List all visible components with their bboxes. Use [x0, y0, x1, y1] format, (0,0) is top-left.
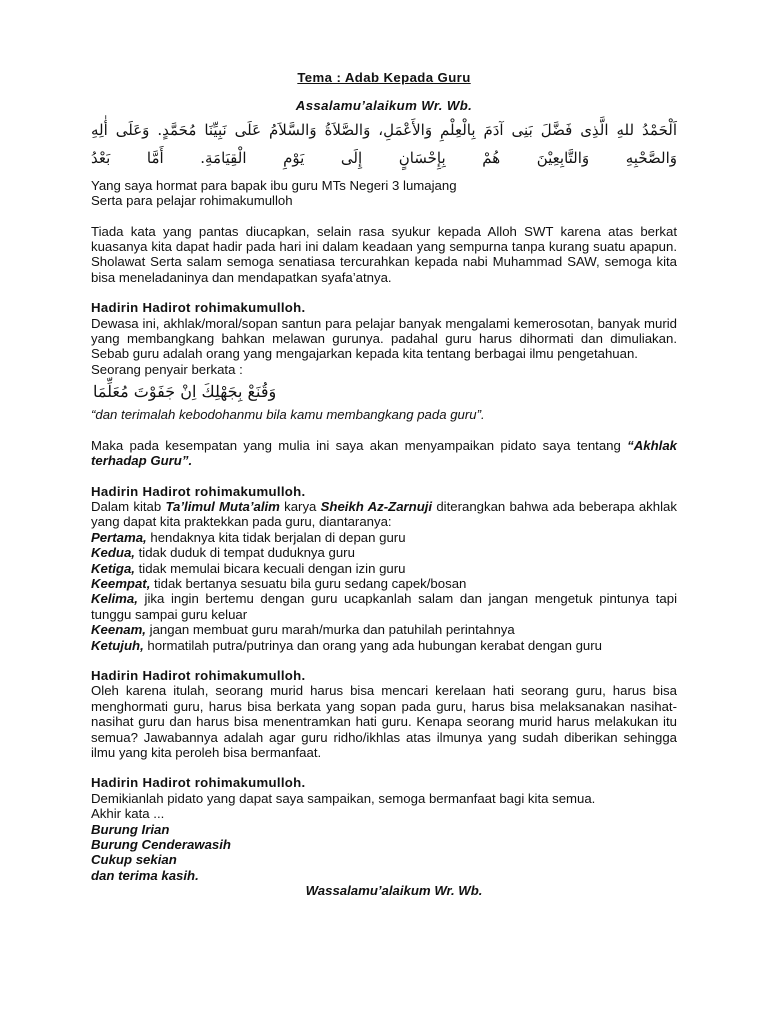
intro-text-a: Dalam kitab: [91, 498, 166, 514]
pantun-line: Burung Cenderawasih: [91, 837, 231, 853]
book-author: Sheikh Az-Zarnuji: [320, 498, 433, 514]
section-3-heading: Hadirin Hadirot rohimakumulloh.: [91, 667, 306, 683]
pantun-line: dan terima kasih.: [91, 867, 199, 883]
list-item: [91, 638, 677, 653]
akhir-kata: Akhir kata ...: [91, 806, 165, 822]
list-item-label: Pertama,: [91, 529, 147, 545]
document-title: Tema : Adab Kepada Guru: [297, 70, 471, 85]
section-1-heading: Hadirin Hadirot rohimakumulloh.: [91, 300, 306, 316]
poem-translation: “dan terimalah kebodohanmu bila kamu membangkang pada guru”.: [91, 407, 485, 423]
pantun: [91, 822, 677, 884]
intro-paragraph: Tiada kata yang pantas diucapkan, selain rasa syukur kepada Alloh SWT karena atas berkat kuasanya kita dapat hadir pada hari ini dalam keadaan yang sempurna tanpa kurang suatu apapun. Sholawat Serta salam semoga senatiasa tercurahkan kepada nabi Muhammad SAW, semoga kita bisa meneladaninya dan mendapatkan syafa’atnya.: [91, 223, 677, 285]
list-item-label: Keenam,: [91, 622, 146, 638]
list-item-label: Kelima,: [91, 591, 138, 607]
list-item-text: jangan membuat guru marah/murka dan patuhilah perintahnya: [145, 622, 515, 638]
section-2-intro: [91, 499, 677, 530]
list-item-label: Keempat,: [91, 575, 151, 591]
topic-title: “Akhlak terhadap Guru”.: [91, 437, 677, 469]
pantun-line: Burung Irian: [91, 821, 170, 837]
list-item: [91, 576, 677, 591]
address-line-1: Yang saya hormat para bapak ibu guru MTs Negeri 3 lumajang: [91, 177, 457, 193]
pantun-line: Cukup sekian: [91, 852, 177, 868]
list-item-text: hormatilah putra/putrinya dan orang yang ada hubungan kerabat dengan guru: [143, 637, 602, 653]
list-item: [91, 561, 677, 576]
list-item-label: Ketiga,: [91, 560, 135, 576]
closing-greeting: Wassalamu’alaikum Wr. Wb.: [305, 883, 483, 899]
list-item: [91, 530, 677, 545]
arabic-opening-line-1: اَلْحَمْدُ للهِ الَّذِى فَضَّلَ بَنِى آدَمَ بِالْعِلْمِ وَالأَعْمَلِ، وَالصَّلاَةُ وَالسَّلاَمُ عَلَى نَبِيِّنَا مُحَمَّدٍ. وَعَلَى أٰلِهِ: [91, 120, 677, 139]
topic-intro-text: Maka pada kesempatan yang mulia ini saya akan menyampaikan pidato saya tentang: [91, 437, 628, 453]
topic-paragraph: [91, 438, 677, 469]
opening-greeting: Assalamu’alaikum Wr. Wb.: [295, 98, 473, 114]
list-item-text: jika ingin bertemu dengan guru ucapkanlah salam dan jangan mengetuk pintunya tapi tunggu sampai guru keluar: [91, 591, 677, 622]
list-item: [91, 591, 677, 622]
list-item-label: Ketujuh,: [91, 637, 144, 653]
list-item-text: hendaknya kita tidak berjalan di depan guru: [146, 529, 406, 545]
closing-line: Demikianlah pidato yang dapat saya sampaikan, semoga bermanfaat bagi kita semua.: [91, 790, 596, 806]
arabic-poem-verse: وَقُنَعْ بِجَهْلِكَ اِنْ جَفَوْتَ مُعَلِّمَا: [93, 382, 277, 402]
speech-document: [91, 70, 677, 899]
intro-text-c: diterangkan bahwa ada beberapa akhlak yang dapat kita praktekkan pada guru, diantaranya:: [91, 498, 677, 530]
arabic-opening-prayer: [91, 116, 677, 172]
list-item-text: tidak memulai bicara kecuali dengan izin guru: [134, 560, 406, 576]
list-item: [91, 545, 677, 560]
poet-intro: Seorang penyair berkata :: [91, 361, 243, 377]
list-item-label: Kedua,: [91, 545, 135, 561]
address-line-2: Serta para pelajar rohimakumulloh: [91, 193, 293, 209]
list-item-text: tidak duduk di tempat duduknya guru: [134, 545, 355, 561]
arabic-opening-line-2: وَالصَّحْبِهِ وَالتَّابِعِيْنَ هُمْ بِإِحْسَانٍ إِلَى يَوْمِ الْقِيَامَةِ. أَمَّا بَعْدُ: [91, 148, 677, 167]
intro-text-b: karya: [279, 498, 321, 514]
section-2-heading: Hadirin Hadirot rohimakumulloh.: [91, 483, 306, 499]
list-item: [91, 622, 677, 637]
section-3-body: Oleh karena itulah, seorang murid harus bisa mencari kerelaan hati seorang guru, harus bisa menghormati guru, harus bisa berkata yang sopan pada guru, harus bisa melaksanakan nasihat-nasihat guru dan harus bisa menentramkan hati guru. Kenapa seorang murid harus melakukan itu semua? Jawabannya adalah agar guru ridho/ikhlas atas ilmunya yang sudah diberikan sehingga ilmu yang kita peroleh bisa bermanfaat.: [91, 683, 677, 760]
section-4-heading: Hadirin Hadirot rohimakumulloh.: [91, 775, 306, 791]
section-1-body: Dewasa ini, akhlak/moral/sopan santun para pelajar banyak mengalami kemerosotan, banyak murid yang membangkang bahkan melawan gurunya. padahal guru harus dihormati dan dimuliakan. Sebab guru adalah orang yang mengajarkan kepada kita tentang berbagai ilmu pengetahuan.: [91, 315, 677, 362]
book-title: Ta’limul Muta’alim: [165, 498, 280, 514]
adab-list: [91, 530, 677, 653]
list-item-text: tidak bertanya sesuatu bila guru sedang capek/bosan: [150, 575, 467, 591]
